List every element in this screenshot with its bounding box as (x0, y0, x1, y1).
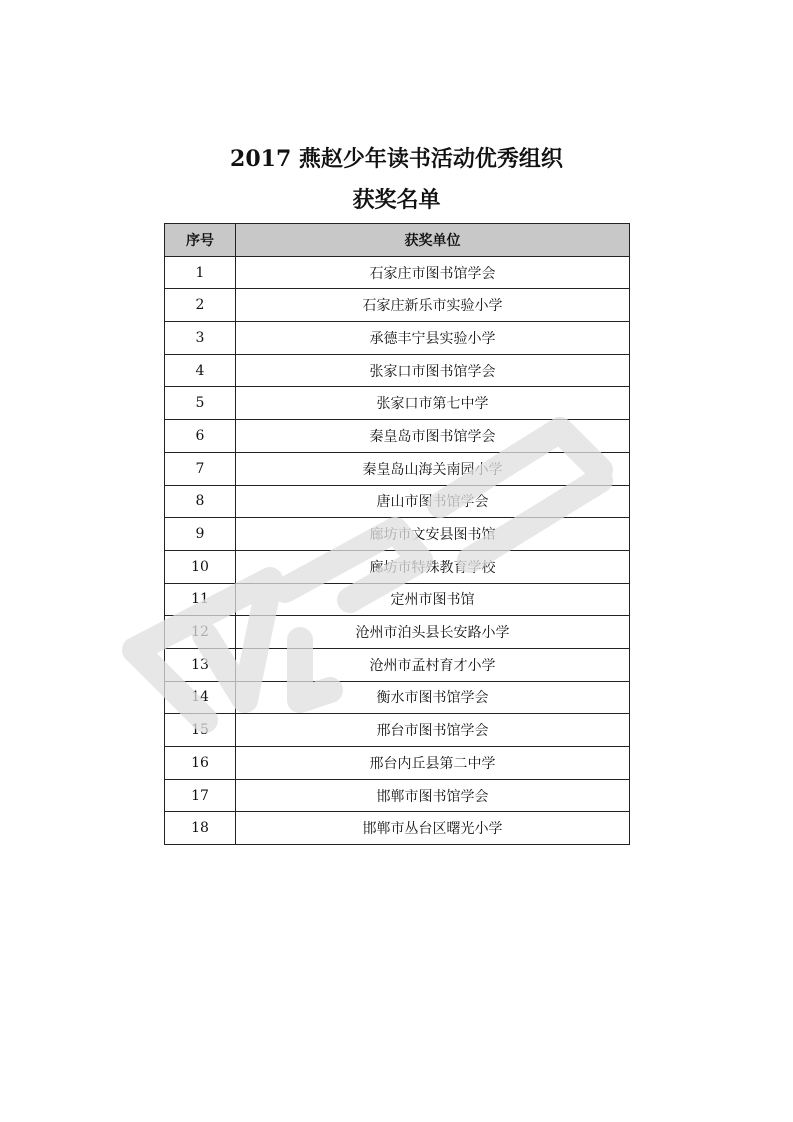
row-name: 廊坊市文安县图书馆 (236, 518, 630, 551)
row-name: 沧州市泊头县长安路小学 (236, 616, 630, 649)
table-row (165, 583, 630, 616)
row-name: 廊坊市特殊教育学校 (236, 550, 630, 583)
document-title: 2017 燕赵少年读书活动优秀组织 (230, 146, 563, 172)
table-row (165, 550, 630, 583)
row-name: 邢台内丘县第二中学 (236, 747, 630, 780)
row-name: 唐山市图书馆学会 (236, 485, 630, 518)
row-index: 16 (165, 747, 236, 780)
row-name: 邢台市图书馆学会 (236, 714, 630, 747)
row-name: 石家庄新乐市实验小学 (236, 289, 630, 322)
row-index: 18 (165, 812, 236, 845)
row-index: 9 (165, 518, 236, 551)
column-header-index: 序号 (165, 224, 236, 257)
row-index: 8 (165, 485, 236, 518)
row-index: 7 (165, 452, 236, 485)
table-row (165, 648, 630, 681)
table-row (165, 779, 630, 812)
row-name: 定州市图书馆 (236, 583, 630, 616)
row-index: 2 (165, 289, 236, 322)
row-name: 承德丰宁县实验小学 (236, 322, 630, 355)
table-row (165, 747, 630, 780)
row-name: 张家口市图书馆学会 (236, 354, 630, 387)
table-row (165, 714, 630, 747)
table-header-row (165, 224, 630, 257)
row-name: 邯郸市丛台区曙光小学 (236, 812, 630, 845)
row-name: 石家庄市图书馆学会 (236, 256, 630, 289)
table-row (165, 289, 630, 322)
row-name: 邯郸市图书馆学会 (236, 779, 630, 812)
row-name: 秦皇岛市图书馆学会 (236, 420, 630, 453)
table-row (165, 354, 630, 387)
table-row (165, 420, 630, 453)
table-row (165, 681, 630, 714)
row-index: 14 (165, 681, 236, 714)
table-row (165, 452, 630, 485)
row-index: 11 (165, 583, 236, 616)
document-subtitle: 获奖名单 (352, 187, 441, 213)
table-row (165, 812, 630, 845)
row-index: 17 (165, 779, 236, 812)
table-row (165, 256, 630, 289)
table-row (165, 616, 630, 649)
row-index: 4 (165, 354, 236, 387)
row-index: 15 (165, 714, 236, 747)
row-name: 秦皇岛山海关南园小学 (236, 452, 630, 485)
column-header-name: 获奖单位 (236, 224, 630, 257)
row-index: 10 (165, 550, 236, 583)
row-name: 衡水市图书馆学会 (236, 681, 630, 714)
table-row (165, 387, 630, 420)
row-index: 6 (165, 420, 236, 453)
row-index: 5 (165, 387, 236, 420)
row-index: 1 (165, 256, 236, 289)
table-row (165, 518, 630, 551)
row-index: 3 (165, 322, 236, 355)
row-index: 13 (165, 648, 236, 681)
row-index: 12 (165, 616, 236, 649)
table-row (165, 322, 630, 355)
row-name: 沧州市孟村育才小学 (236, 648, 630, 681)
award-table (164, 223, 630, 845)
row-name: 张家口市第七中学 (236, 387, 630, 420)
table-row (165, 485, 630, 518)
